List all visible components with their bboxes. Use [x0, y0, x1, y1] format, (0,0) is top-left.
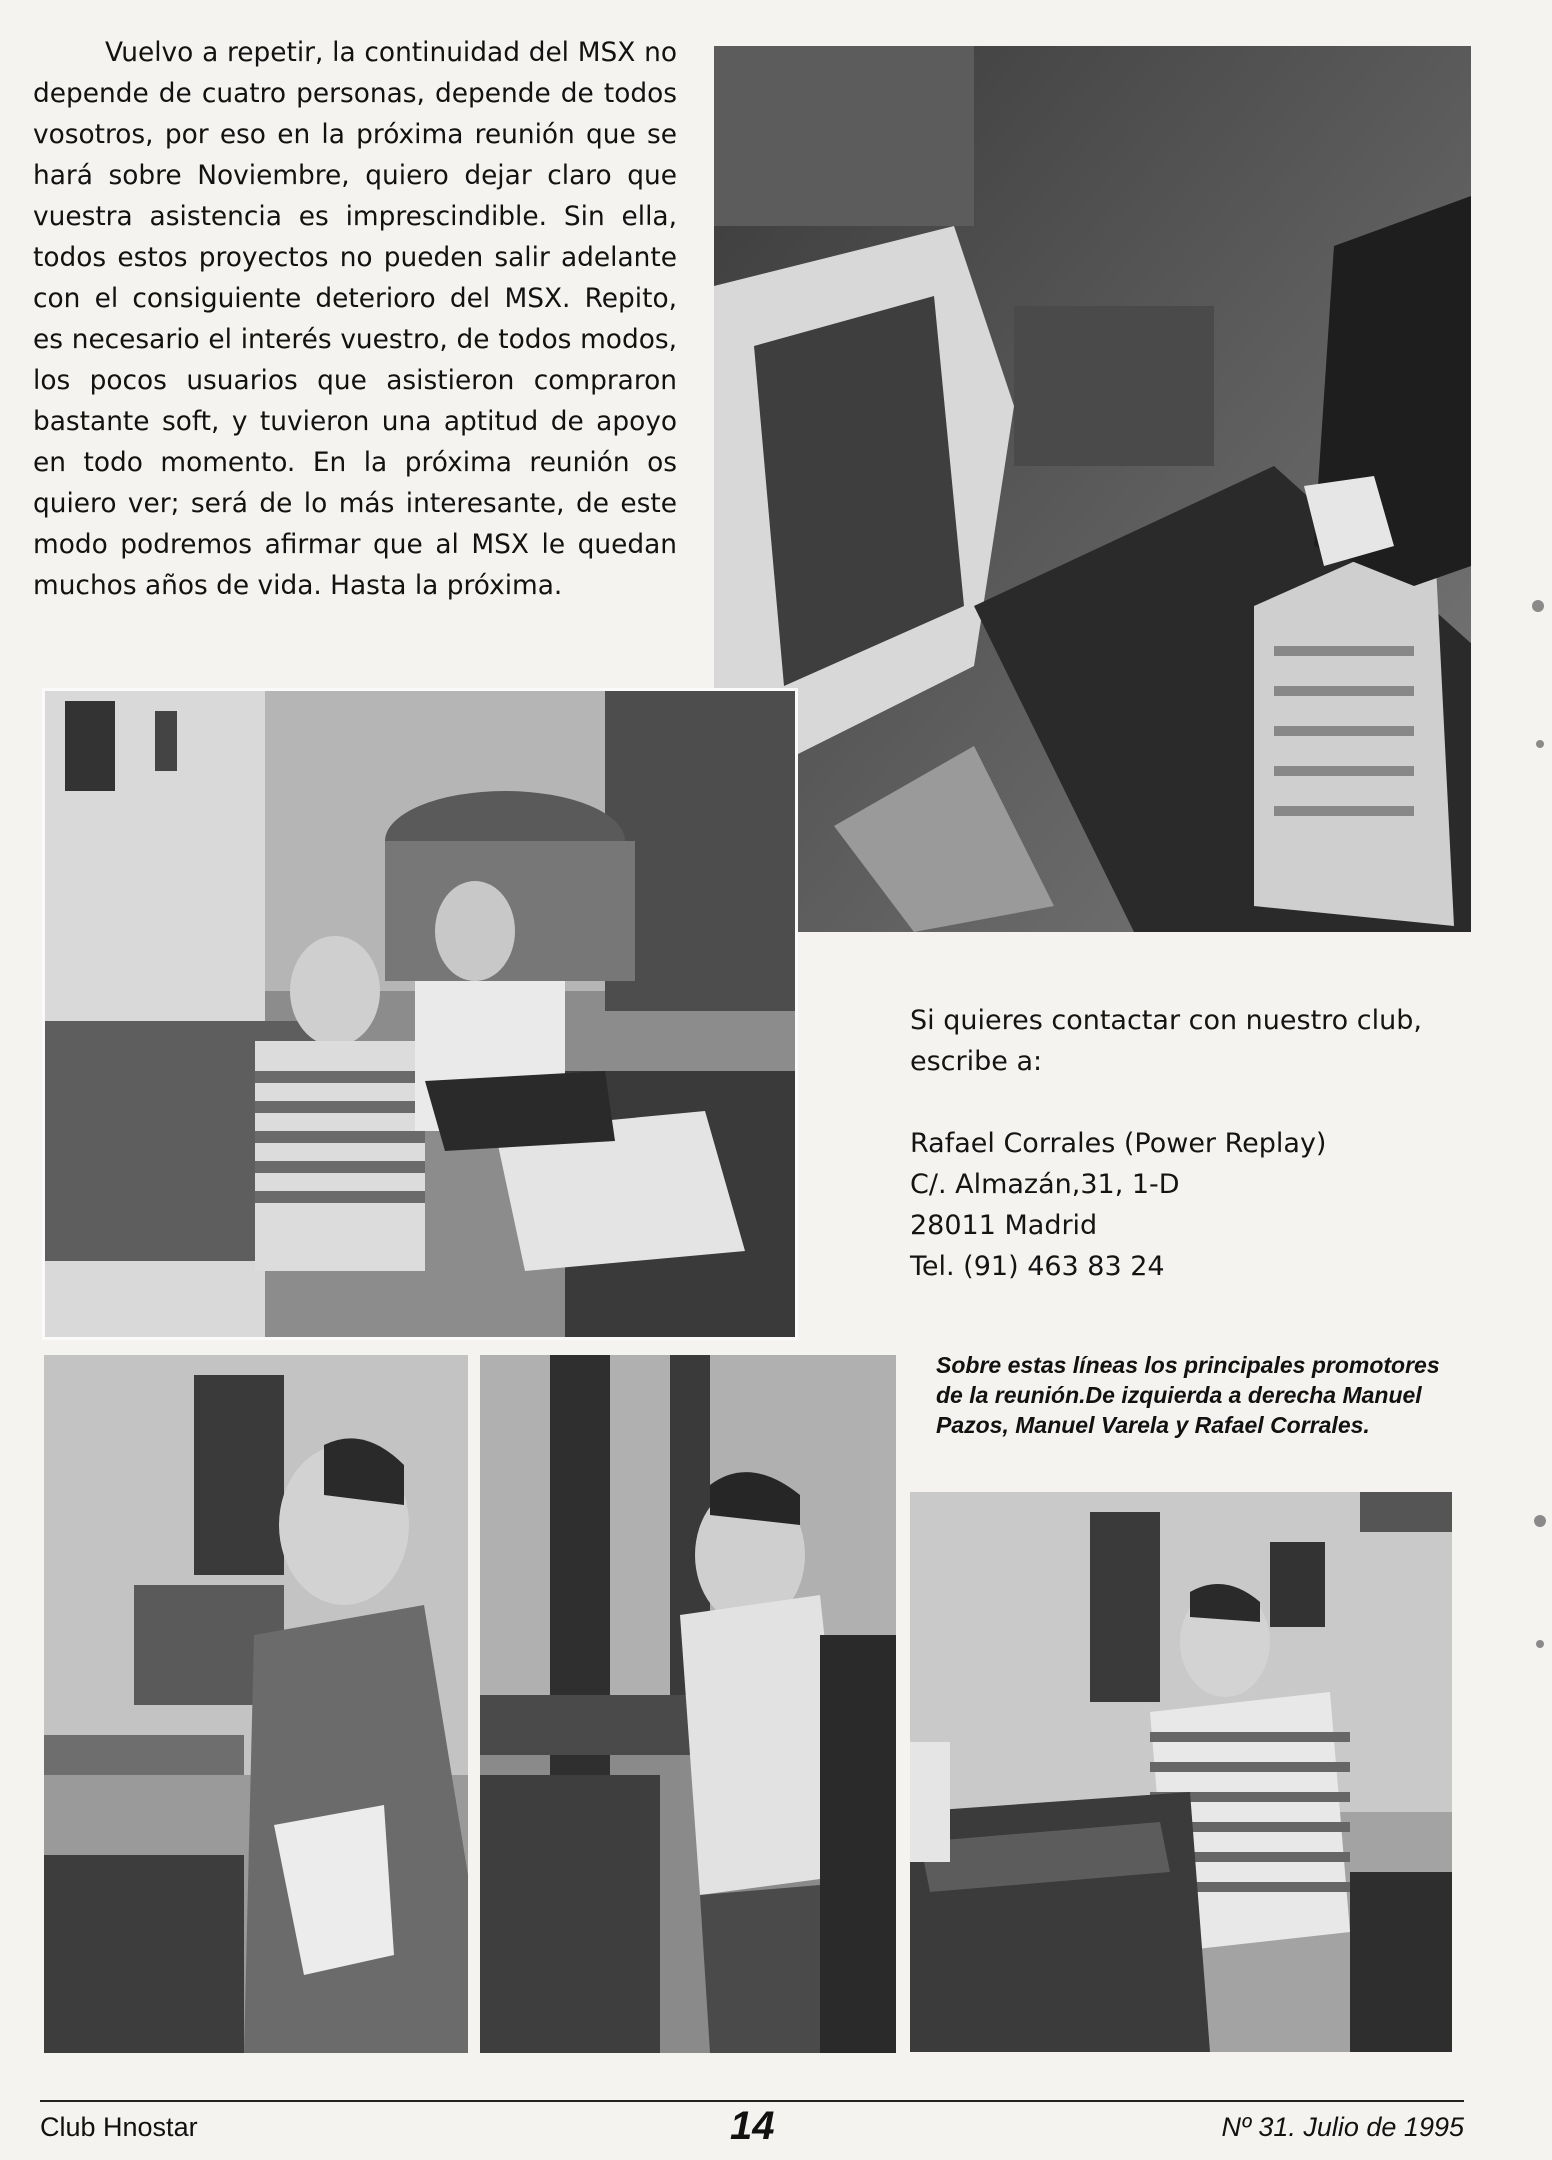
footer-magazine-name: Club Hnostar: [40, 2112, 198, 2142]
meeting-group-photo: [42, 688, 798, 1340]
photo-caption: Sobre estas líneas los principales promotores de la reunión.De izquierda a derecha Manuel Pazos, Manuel Varela y Rafael Corrales.: [936, 1352, 1440, 1438]
msx-computer-photo: [714, 46, 1471, 932]
scan-mark: [1532, 600, 1544, 612]
footer-issue-date: Nº 31. Julio de 1995: [1221, 2112, 1464, 2142]
footer-divider: [40, 2100, 1464, 2102]
contact-info: [910, 1000, 1430, 1287]
contact-line-2: escribe a:: [910, 1046, 1043, 1077]
contact-name: Rafael Corrales (Power Replay): [910, 1128, 1327, 1159]
rafael-corrales-photo: [910, 1492, 1452, 2052]
contact-street: C/. Almazán,31, 1-D: [910, 1169, 1180, 1200]
intro-paragraph: Vuelvo a repetir, la continuidad del MSX no depende de cuatro personas, depende de todos vosotros, por eso en la próxima reunión que se hará sobre Noviembre, quiero dejar claro que vuestra asistencia es imprescindible. Sin ella, todos estos proyectos no pueden salir adelante con el consiguiente deterioro del MSX. Repito, es necesario el interés vuestro, de todos modos, los pocos usuarios que asistieron compraron bastante soft, y tuvieron una aptitud de apoyo en todo momento. En la próxima reunión os quiero ver; será de lo más interesante, de este modo podremos afirmar que al MSX le quedan muchos años de vida. Hasta la próxima.: [33, 37, 677, 601]
manuel-pazos-photo: [44, 1355, 468, 2053]
scan-mark: [1536, 1640, 1544, 1648]
scan-mark: [1536, 740, 1544, 748]
contact-line-1: Si quieres contactar con nuestro club,: [910, 1005, 1422, 1036]
page-number: 14: [730, 2104, 775, 2148]
contact-phone: Tel. (91) 463 83 24: [910, 1251, 1165, 1282]
scan-mark: [1534, 1515, 1546, 1527]
manuel-varela-photo: [480, 1355, 896, 2053]
contact-city: 28011 Madrid: [910, 1210, 1098, 1241]
